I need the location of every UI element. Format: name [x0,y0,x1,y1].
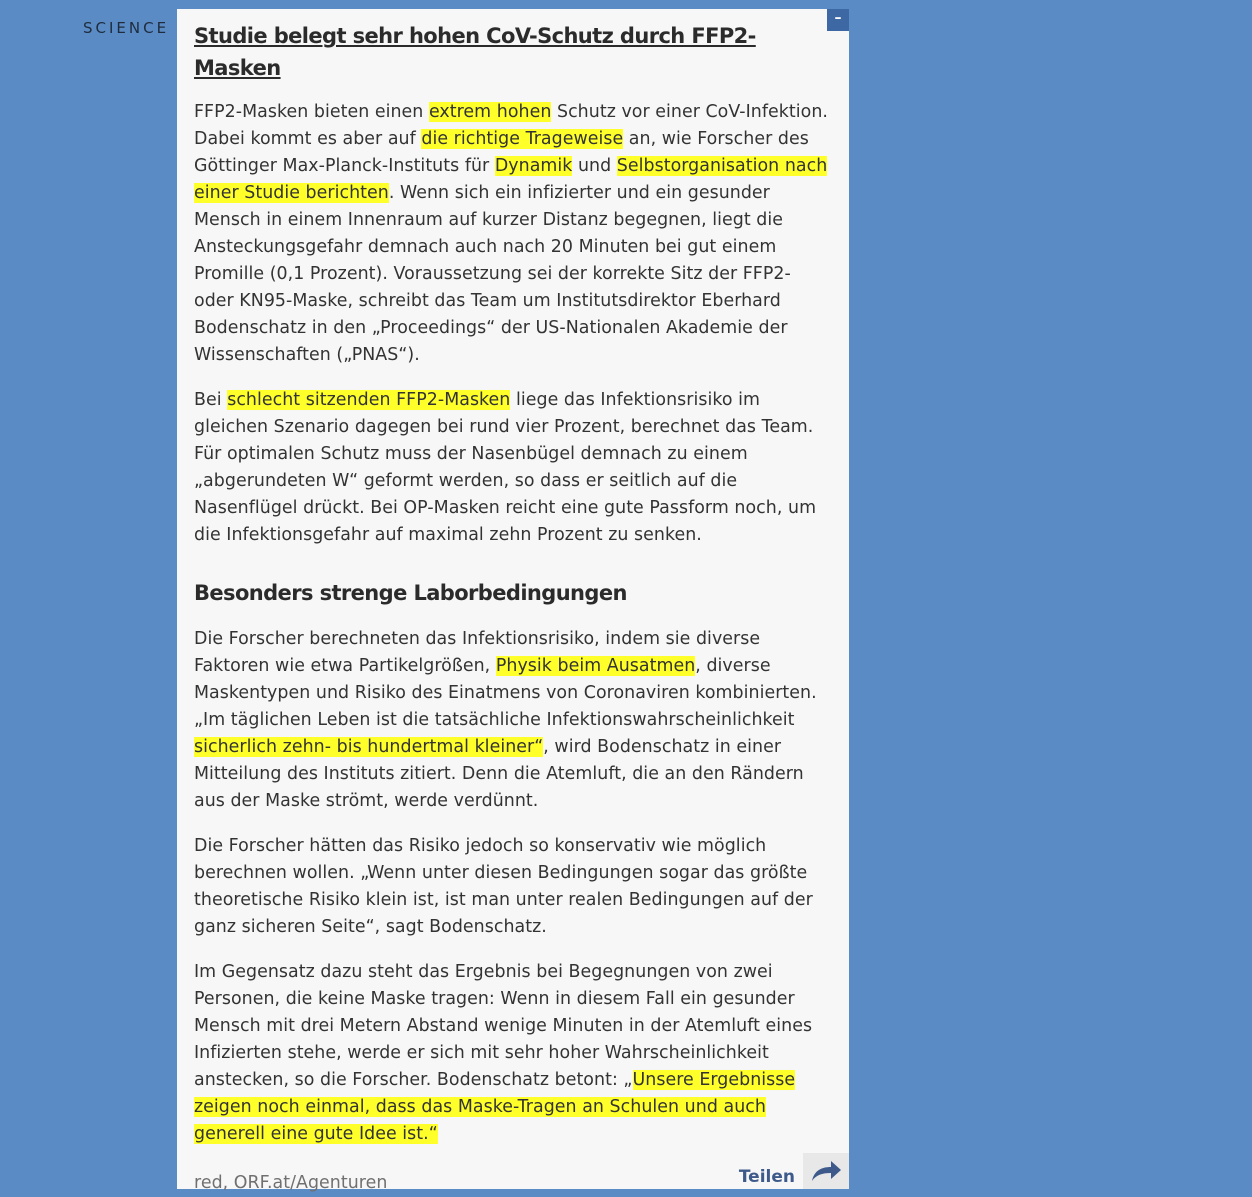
article-card [177,9,849,1193]
share-label[interactable]: Teilen [738,1167,795,1187]
highlighted-text: Unsere Ergebnisse zeigen noch einmal, dass das Maske-Tragen an Schulen und auch generell eine gute Idee ist.“ [194,1070,796,1144]
section-label: SCIENCE [83,19,170,37]
share-arrow-icon[interactable] [803,1153,849,1189]
article-paragraph-4: Die Forscher hätten das Risiko jedoch so konservativ wie möglich berechnen wollen. „Wenn unter diesen Bedingungen sogar das größte theoretische Risiko klein ist, ist man unter realen Bedingungen auf der ganz sicheren Seite“, sagt Bodenschatz. [194,836,813,937]
highlighted-text: sicherlich zehn- bis hundertmal kleiner“ [194,737,544,757]
article-paragraph-3: Die Forscher berechneten das Infektionsrisiko, indem sie diverse Faktoren wie etwa Partikelgrößen, Physik beim Ausatmen, diverse Maskentypen und Risiko des Einatmens von Coronaviren kombinierten. „Im täglichen Leben ist die tatsächliche Infektionswahrscheinlichkeit sicherlich zehn- bis hundertmal kleiner“, wird Bodenschatz in einer Mitteilung des Instituts zitiert. Denn die Atemluft, die an den Rändern aus der Maske strömt, werde verdünnt. [194,629,817,811]
highlighted-text: Dynamik [494,156,573,176]
highlighted-text: Physik beim Ausatmen [495,656,696,676]
highlighted-text: schlecht sitzenden FFP2-Masken [227,390,511,410]
article-paragraph-1: FFP2-Masken bieten einen extrem hohen Schutz vor einer CoV-Infektion. Dabei kommt es aber auf die richtige Trageweise an, wie Forscher des Göttinger Max-Planck-Instituts für Dynamik und Selbstorganisation nach einer Studie berichten. Wenn sich ein infizierter und ein gesunder Mensch in einem Innenraum auf kurzer Distanz begegnen, liegt die Ansteckungsgefahr demnach auch nach 20 Minuten bei gut einem Promille (0,1 Prozent). Voraussetzung sei der korrekte Sitz der FFP2- oder KN95-Maske, schreibt das Team um Institutsdirektor Eberhard Bodenschatz in den „Proceedings“ der US-Nationalen Akademie der Wissenschaften („PNAS“). [194,102,829,365]
article-subheading: Besonders strenge Laborbedingungen [194,581,627,605]
highlighted-text: Selbstorganisation nach einer Studie berichten [194,156,828,203]
article-paragraph-2: Bei schlecht sitzenden FFP2-Masken liege das Infektionsrisiko im gleichen Szenario dagegen bei rund vier Prozent, berechnet das Team. Für optimalen Schutz muss der Nasenbügel demnach zu einem „abgerundeten W“ geformt werden, so dass er seitlich auf die Nasenflügel drückt. Bei OP-Masken reicht eine gute Passform noch, um die Infektionsgefahr auf maximal zehn Prozent zu senken. [194,390,817,545]
highlighted-text: die richtige Trageweise [421,129,624,149]
highlighted-text: extrem hohen [428,102,552,122]
article-title[interactable]: Studie belegt sehr hohen CoV-Schutz durch FFP2-Masken [194,24,756,80]
collapse-button[interactable]: – [827,9,849,31]
share-control[interactable] [739,1153,849,1189]
article-source: red, ORF.at/Agenturen [194,1173,388,1193]
article-content [194,20,834,1197]
article-paragraph-5: Im Gegensatz dazu steht das Ergebnis bei Begegnungen von zwei Personen, die keine Maske tragen: Wenn in diesem Fall ein gesunder Mensch mit drei Metern Abstand wenige Minuten in der Atemluft eines Infizierten stehe, werde er sich mit sehr hoher Wahrscheinlichkeit anstecken, so die Forscher. Bodenschatz betont: „Unsere Ergebnisse zeigen noch einmal, dass das Maske-Tragen an Schulen und auch generell eine gute Idee ist.“ [194,962,813,1144]
